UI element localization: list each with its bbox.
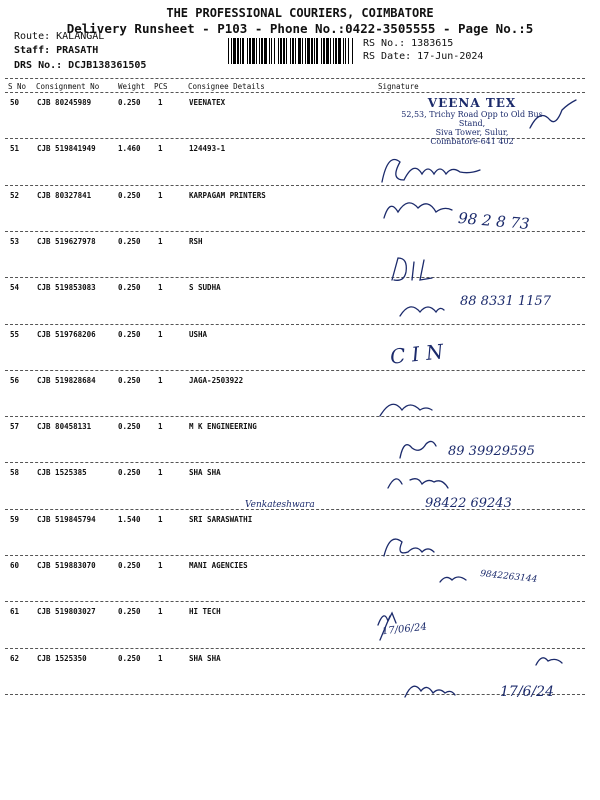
col-consignee: Consignee Details [188,82,265,91]
row-weight: 0.250 [118,190,141,200]
row-consignee: KARPAGAM PRINTERS [189,190,266,200]
row-consignment: CJB 519845794 [37,514,96,524]
row-pcs: 1 [158,653,163,663]
signature-50 [530,100,576,128]
signature-54 [400,307,444,316]
route-label: Route: KALANGAL [14,31,105,42]
row-pcs: 1 [158,190,163,200]
row-weight: 0.250 [118,236,141,246]
staff-label: Staff: PRASATH [14,45,99,56]
row-pcs: 1 [158,422,163,432]
row-weight: 0.250 [118,329,141,339]
row-sno: 50 [10,98,20,107]
row-consignee: VEENATEX [189,98,226,107]
row-sno: 56 [10,375,20,385]
handwriting-62-date: 17/6/24 [500,684,554,700]
row-pcs: 1 [158,468,163,478]
row-sno: 62 [10,653,20,663]
row-sno: 51 [10,144,20,154]
handwriting-60-phone: 9842263144 [479,569,538,585]
signature-56 [380,404,432,416]
handwriting-55: C I N [388,339,445,369]
row-consignee: SHA SHA [189,468,221,478]
row-consignee: RSH [189,236,203,246]
stamp-line2: Siva Tower, Sulur, [435,128,509,137]
col-consignment: Consignment No [36,82,100,91]
row-consignee: USHA [189,329,208,339]
col-weight: Weight [118,82,146,91]
row-weight: 0.250 [118,653,141,663]
row-weight: 0.250 [118,468,141,478]
row-consignment: CJB 80245989 [37,98,92,107]
row-sno: 61 [10,607,20,617]
row-sno: 60 [10,561,20,570]
row-sno: 59 [10,514,20,524]
row-consignment: CJB 80458131 [37,422,92,432]
row-consignee: 124493-1 [189,144,226,154]
row-sno: 58 [10,468,20,478]
row-pcs: 1 [158,514,163,524]
handwriting-61-date: 17/06/24 [381,621,428,638]
row-consignment: CJB 519627978 [37,236,96,246]
row-consignment: CJB 519828684 [37,375,96,385]
row-sno: 54 [10,283,20,293]
row-sno: 55 [10,329,20,339]
signature-51 [382,160,480,183]
signature-59 [384,539,434,556]
signature-60 [440,577,466,582]
row-consignment: CJB 1525385 [37,468,87,478]
handwriting-58-phone: 98422 69243 [425,496,512,511]
col-pcs: PCS [154,82,168,91]
row-consignment: CJB 519803027 [37,607,96,617]
row-sno: 53 [10,236,20,246]
signature-53 [392,258,432,280]
row-pcs: 1 [158,607,163,617]
row-pcs: 1 [158,283,163,293]
company-name: THE PROFESSIONAL COURIERS, COIMBATORE [166,6,434,20]
row-sno: 57 [10,422,20,432]
handwriting-58-note: Venkateshwara [245,500,315,510]
drs-number: DRS No.: DCJB138361505 [14,60,147,71]
row-pcs: 1 [158,375,163,385]
row-consignee: S SUDHA [189,283,221,293]
row-pcs: 1 [158,561,163,570]
col-sno: S No [8,82,27,91]
row-consignee: SRI SARASWATHI [189,514,253,524]
row-weight: 0.250 [118,375,141,385]
stamp-line3: Coimbatore-641 402 [430,137,514,146]
row-weight: 0.250 [118,422,141,432]
row-weight: 0.250 [118,283,141,293]
rs-date: RS Date: 17-Jun-2024 [363,51,484,62]
rs-number: RS No.: 1383615 [363,38,454,49]
runsheet-title: Delivery Runsheet - P103 - Phone No.:0422-3505555 - Page No.:5 [66,21,534,36]
row-weight: 0.250 [118,561,141,570]
signature-58 [388,479,448,488]
row-consignment: CJB 519853083 [37,283,96,293]
row-consignee: M K ENGINEERING [189,422,257,432]
signature-52 [384,203,452,218]
row-consignment: CJB 80327841 [37,190,92,200]
row-consignment: CJB 1525350 [37,653,87,663]
stamp-name: VEENA TEX [427,96,517,110]
row-consignee: SHA SHA [189,653,221,663]
signature-57 [400,441,436,458]
stamp-line1: 52,53, Trichy Road Opp to Old Bus Stand, [401,110,543,128]
row-consignment: CJB 519768206 [37,329,96,339]
row-weight: 1.460 [118,144,141,154]
row-consignment: CJB 519841949 [37,144,96,154]
row-pcs: 1 [158,98,163,107]
row-pcs: 1 [158,144,163,154]
row-pcs: 1 [158,236,163,246]
handwriting-57-phone: 89 39929595 [448,444,535,459]
row-consignee: JAGA-2503922 [189,375,244,385]
handwriting-52-phone: 98 2 8 73 [457,208,531,234]
row-weight: 0.250 [118,607,141,617]
col-signature: Signature [378,82,419,91]
row-pcs: 1 [158,329,163,339]
row-consignee: MANI AGENCIES [189,561,248,570]
row-weight: 1.540 [118,514,141,524]
row-sno: 52 [10,190,20,200]
row-consignee: HI TECH [189,607,221,617]
handwriting-54-phone: 88 8331 1157 [460,294,551,309]
row-weight: 0.250 [118,98,141,107]
row-consignment: CJB 519883070 [37,561,96,570]
